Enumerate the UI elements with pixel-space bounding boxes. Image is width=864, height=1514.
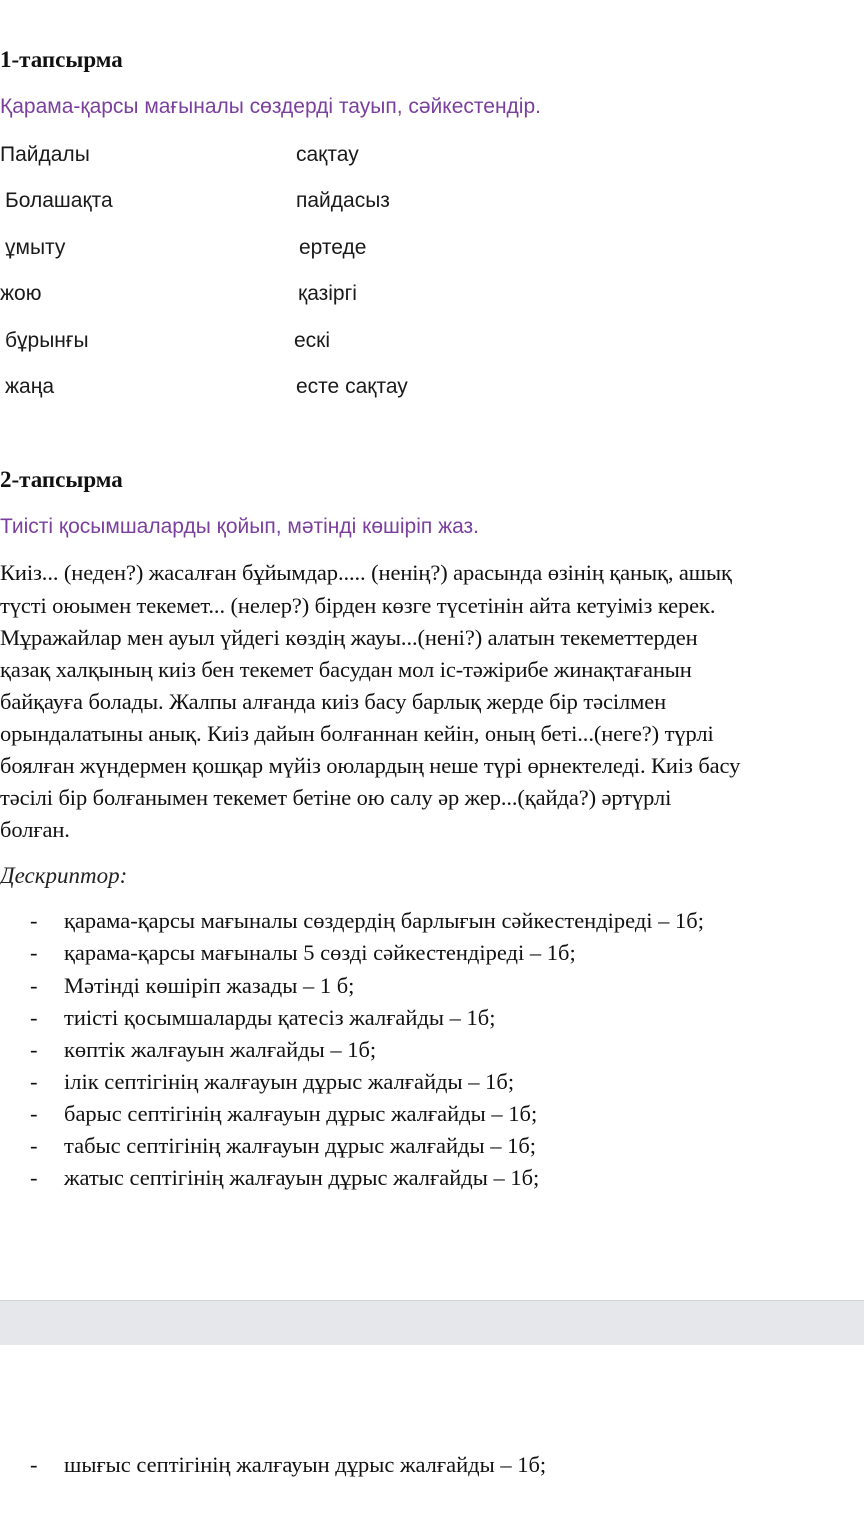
paragraph-line: Киіз... (неден?) жасалған бұйымдар..... (ненің?) арасында өзінің қанық, ашық [0,560,732,585]
paragraph-line: болған. [0,817,70,842]
descriptor-item-text: жатыс септігінің жалғауын дұрыс жалғайды – 1б; [64,1165,540,1190]
pair-right-word: пайдасыз [296,189,390,212]
paragraph-line: орындалатыны анық. Киіз дайын болғаннан кейін, оның беті...(неге?) түрлі [0,721,714,746]
descriptor-title: Дескриптор: [0,863,128,888]
pair-left-word: ұмыту [5,236,66,259]
task1-instruction: Қарама-қарсы мағыналы сөздерді тауып, сәйкестендір. [0,95,541,118]
pair-right-word: қазіргі [298,282,357,305]
pair-left-word: жаңа [5,375,55,398]
task1-heading: 1-тапсырма [0,47,123,72]
dash-bullet: - [30,1101,38,1126]
dash-bullet: - [30,908,38,933]
dash-bullet: - [30,940,38,965]
dash-bullet: - [30,1005,38,1030]
descriptor-item-text: көптік жалғауын жалғайды – 1б; [64,1037,377,1062]
document-page-2 [0,1345,864,1514]
paragraph-line: түсті оюымен текемет... (нелер?) бірден көзге түсетінін айта кетуіміз керек. [0,593,716,618]
descriptor-item-text: шығыс септігінің жалғауын дұрыс жалғайды – 1б; [64,1452,547,1477]
descriptor-item-text: барыс септігінің жалғауын дұрыс жалғайды – 1б; [64,1101,538,1126]
dash-bullet: - [30,973,38,998]
pair-left-word: Пайдалы [0,143,90,166]
task2-instruction: Тиісті қосымшаларды қойып, мәтінді көшіріп жаз. [0,515,480,538]
dash-bullet: - [30,1133,38,1158]
descriptor-item-text: Мәтінді көшіріп жазады – 1 б; [64,973,355,998]
pair-right-word: ескі [294,329,331,352]
pair-right-word: сақтау [296,143,359,166]
paragraph-line: Мұражайлар мен ауыл үйдегі көздің жауы...(нені?) алатын текеметтерден [0,625,698,650]
dash-bullet: - [30,1165,38,1190]
dash-bullet: - [30,1037,38,1062]
descriptor-item-text: табыс септігінің жалғауын дұрыс жалғайды – 1б; [64,1133,537,1158]
paragraph-line: боялған жүндермен қошқар мүйіз оюлардың неше түрі өрнектеледі. Киіз басу [0,753,741,778]
descriptor-item-text: қарама-қарсы мағыналы сөздердің барлығын сәйкестендіреді – 1б; [64,908,705,933]
paragraph-line: қазақ халқының киіз бен текемет басудан мол іс-тәжірибе жинақтағанын [0,657,692,682]
page-separator [0,1300,864,1346]
descriptor-item-text: тиісті қосымшаларды қатесіз жалғайды – 1б; [64,1005,496,1030]
pair-left-word: бұрынғы [5,329,89,352]
paragraph-line: тәсілі бір болғанымен текемет бетіне ою салу әр жер...(қайда?) әртүрлі [0,785,672,810]
paragraph-line: байқауға болады. Жалпы алғанда киіз басу барлық жерде бір тәсілмен [0,689,667,714]
pair-left-word: жою [0,282,42,305]
descriptor-item-text: қарама-қарсы мағыналы 5 сөзді сәйкестендіреді – 1б; [64,940,576,965]
task2-heading: 2-тапсырма [0,467,123,492]
pair-right-word: ертеде [299,236,367,259]
pair-left-word: Болашақта [5,189,113,212]
descriptor-item-text: ілік септігінің жалғауын дұрыс жалғайды – 1б; [64,1069,515,1094]
dash-bullet: - [30,1452,38,1477]
pair-right-word: есте сақтау [296,375,408,398]
dash-bullet: - [30,1069,38,1094]
